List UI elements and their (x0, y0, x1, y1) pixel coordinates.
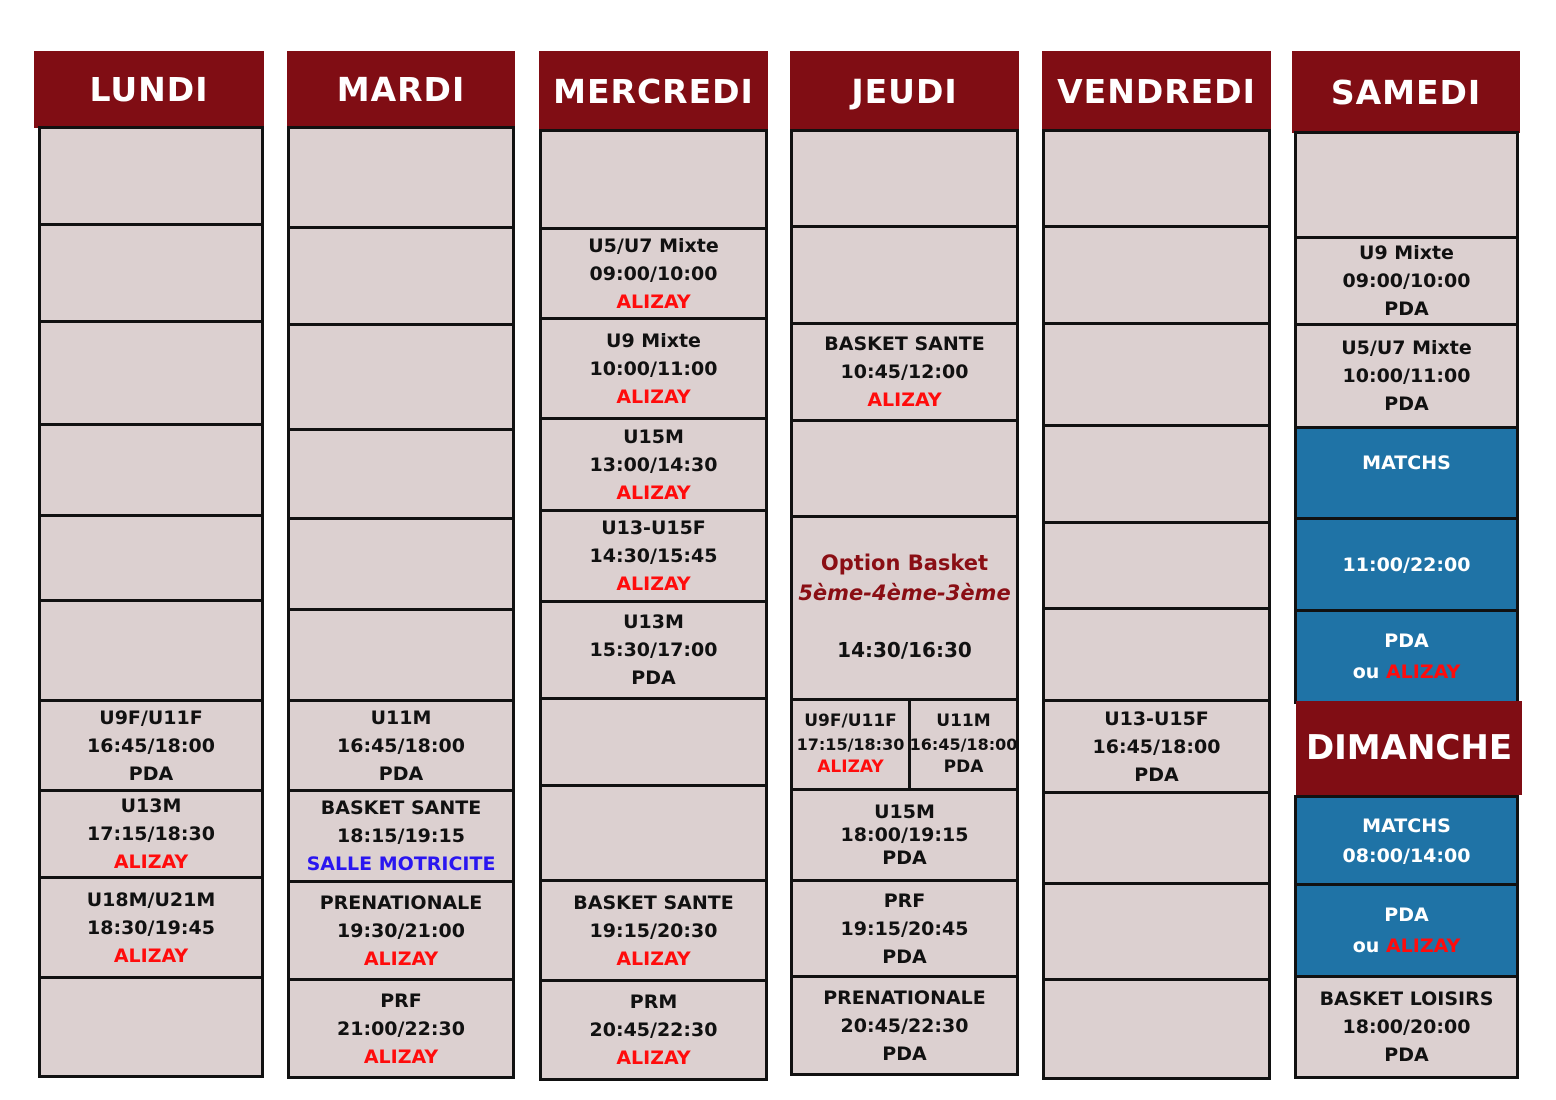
slot-mardi-4 (287, 978, 515, 1079)
slot-place: PDA (882, 945, 927, 968)
place-alizay: ALIZAY (1385, 934, 1461, 957)
slot-time: 18:30/19:45 (87, 916, 215, 939)
slot-empty (539, 697, 768, 787)
slot-jeudi-3b (908, 698, 1019, 791)
slot-time: 10:45/12:00 (840, 361, 969, 383)
slot-place: PDA (1384, 393, 1429, 415)
dimanche-matchs-block (1294, 795, 1519, 886)
place-or: ou (1352, 934, 1380, 957)
slot-time: 19:30/21:00 (337, 919, 465, 942)
slot-team: U5/U7 Mixte (1341, 337, 1472, 359)
slot-team: U13M (623, 611, 684, 633)
slot-empty (1294, 131, 1519, 239)
slot-time: 16:45/18:00 (909, 735, 1018, 754)
slot-empty (1042, 978, 1271, 1080)
slot-team: PRENATIONALE (319, 891, 483, 914)
slot-place: ALIZAY (113, 851, 189, 873)
place-alizay: ALIZAY (1385, 660, 1461, 683)
slot-empty (1042, 607, 1271, 702)
slot-team: PRM (629, 991, 678, 1013)
slot-mercredi-6 (539, 879, 768, 982)
slot-place: PDA (882, 846, 927, 869)
slot-place: PDA (1384, 1044, 1429, 1066)
slot-jeudi-4 (790, 788, 1019, 882)
slot-time: 09:00/10:00 (1342, 270, 1471, 292)
slot-mercredi-4 (539, 509, 768, 603)
slot-team: U9F/U11F (99, 706, 203, 729)
slot-lundi-3 (38, 876, 264, 979)
slot-team: PRENATIONALE (823, 986, 986, 1009)
slot-empty (1042, 322, 1271, 427)
slot-place: ALIZAY (616, 290, 691, 313)
slot-jeudi-6 (790, 975, 1019, 1076)
day-header-jeudi: JEUDI (790, 51, 1019, 131)
slot-empty (287, 517, 515, 611)
slot-empty (539, 129, 768, 230)
place-or: ou (1352, 660, 1380, 683)
slot-time: 16:45/18:00 (87, 734, 215, 757)
slot-time: 17:15/18:30 (87, 823, 215, 845)
slot-team: BASKET LOISIRS (1319, 988, 1494, 1010)
day-header-samedi: SAMEDI (1292, 51, 1520, 133)
slot-time: 18:15/19:15 (337, 825, 465, 847)
slot-empty (539, 784, 768, 882)
slot-time: 21:00/22:30 (337, 1017, 465, 1040)
slot-place: PDA (943, 757, 984, 777)
slot-jeudi-3a (790, 698, 911, 791)
slot-place: ALIZAY (616, 573, 691, 595)
slot-empty (287, 226, 515, 326)
slot-empty (790, 419, 1019, 518)
slot-place: PDA (128, 762, 174, 785)
slot-lundi-1 (38, 699, 264, 792)
slot-empty (1042, 129, 1271, 228)
slot-team: U9F/U11F (804, 711, 897, 731)
slot-place: PDA (1134, 763, 1179, 786)
slot-team: U11M (936, 711, 991, 731)
slot-time: 09:00/10:00 (589, 262, 718, 285)
slot-mardi-3 (287, 880, 515, 981)
slot-samedi-2 (1294, 323, 1519, 429)
place-pda: PDA (1384, 903, 1429, 926)
slot-empty (1042, 882, 1271, 981)
slot-jeudi-5 (790, 879, 1019, 978)
slot-empty (38, 423, 264, 517)
slot-place: ALIZAY (363, 947, 439, 970)
slot-samedi-1 (1294, 236, 1519, 326)
samedi-matchs-block (1294, 426, 1519, 520)
slot-time: 18:00/20:00 (1342, 1016, 1471, 1038)
slot-time: 16:45/18:00 (1092, 735, 1221, 758)
slot-team: U15M (874, 800, 935, 823)
slot-team: U18M/U21M (86, 888, 216, 911)
slot-team: BASKET SANTE (573, 891, 734, 914)
slot-team: BASKET SANTE (320, 797, 482, 819)
slot-empty (1042, 424, 1271, 524)
slot-time: 20:45/22:30 (589, 1019, 718, 1041)
slot-place: ALIZAY (616, 947, 691, 970)
slot-dimanche-1 (1294, 975, 1519, 1079)
slot-team: U13-U15F (601, 517, 706, 539)
slot-place: ALIZAY (363, 1045, 439, 1068)
slot-team: U13M (120, 795, 182, 817)
slot-mercredi-3 (539, 417, 768, 512)
slot-place: ALIZAY (113, 944, 189, 967)
slot-place: ALIZAY (817, 757, 884, 777)
place-pda: PDA (1384, 629, 1429, 652)
slot-team: U9 Mixte (606, 329, 701, 352)
matchs-label: MATCHS (1362, 814, 1451, 837)
slot-time: 08:00/14:00 (1342, 844, 1471, 867)
slot-empty (1042, 521, 1271, 610)
slot-team: BASKET SANTE (824, 333, 985, 355)
slot-vendredi-1 (1042, 699, 1271, 794)
slot-place: PDA (882, 1042, 927, 1065)
slot-time: 19:15/20:45 (840, 917, 969, 940)
slot-empty (287, 323, 515, 431)
slot-place: ALIZAY (616, 1047, 691, 1069)
place-or-alizay (1353, 657, 1461, 688)
day-header-lundi: LUNDI (34, 51, 264, 128)
slot-team: PRF (883, 889, 926, 912)
slot-team: PRF (380, 989, 422, 1012)
slot-place: ALIZAY (616, 385, 691, 408)
slot-empty (790, 225, 1019, 325)
slot-mercredi-5 (539, 600, 768, 700)
slot-time: 20:45/22:30 (840, 1014, 969, 1037)
slot-team: U13-U15F (1104, 707, 1209, 730)
slot-time: 16:45/18:00 (337, 734, 465, 757)
slot-time: 19:15/20:30 (589, 919, 718, 942)
slot-place: PDA (631, 667, 676, 689)
matchs-label: MATCHS (1362, 452, 1451, 474)
slot-empty (1042, 791, 1271, 885)
slot-empty (38, 599, 264, 702)
slot-time: 13:00/14:30 (589, 453, 718, 476)
slot-time: 11:00/22:00 (1342, 553, 1471, 576)
slot-time: 17:15/18:30 (796, 735, 905, 754)
slot-place: SALLE MOTRICITE (306, 853, 496, 875)
slot-place: PDA (378, 762, 424, 785)
slot-empty (287, 608, 515, 702)
slot-team: U15M (623, 425, 684, 448)
slot-jeudi-1 (790, 322, 1019, 422)
slot-empty (38, 320, 264, 426)
slot-place: ALIZAY (616, 481, 691, 504)
slot-mercredi-1 (539, 227, 768, 320)
option-title: Option Basket (820, 551, 989, 575)
slot-lundi-2 (38, 789, 264, 879)
slot-place: ALIZAY (867, 389, 942, 411)
slot-mardi-1 (287, 699, 515, 792)
slot-mercredi-2 (539, 317, 768, 420)
slot-time: 15:30/17:00 (589, 639, 718, 661)
slot-team: U9 Mixte (1359, 242, 1454, 264)
option-subtitle: 5ème-4ème-3ème (798, 581, 1011, 605)
slot-time: 14:30/15:45 (589, 545, 718, 567)
slot-empty (1042, 225, 1271, 325)
slot-team: U5/U7 Mixte (588, 234, 719, 257)
slot-empty (287, 126, 515, 229)
slot-time: 10:00/11:00 (589, 357, 718, 380)
day-header-mercredi: MERCREDI (539, 51, 768, 131)
slot-time: 14:30/16:30 (837, 638, 972, 662)
slot-time: 18:00/19:15 (840, 823, 969, 846)
samedi-matchs-time (1294, 517, 1519, 612)
slot-team: U11M (370, 706, 432, 729)
slot-mardi-2 (287, 789, 515, 883)
slot-empty (38, 126, 264, 226)
slot-empty (790, 129, 1019, 228)
slot-empty (287, 428, 515, 520)
slot-empty (38, 976, 264, 1078)
slot-empty (38, 514, 264, 602)
samedi-matchs-place (1294, 609, 1519, 704)
slot-empty (38, 223, 264, 323)
slot-mercredi-7 (539, 979, 768, 1081)
slot-place: PDA (1384, 298, 1429, 320)
slot-jeudi-option (790, 515, 1019, 701)
dimanche-matchs-place (1294, 883, 1519, 978)
day-header-dimanche: DIMANCHE (1296, 701, 1522, 795)
day-header-mardi: MARDI (287, 51, 515, 128)
day-header-vendredi: VENDREDI (1042, 51, 1271, 131)
place-or-alizay (1353, 931, 1461, 962)
slot-time: 10:00/11:00 (1342, 365, 1471, 387)
